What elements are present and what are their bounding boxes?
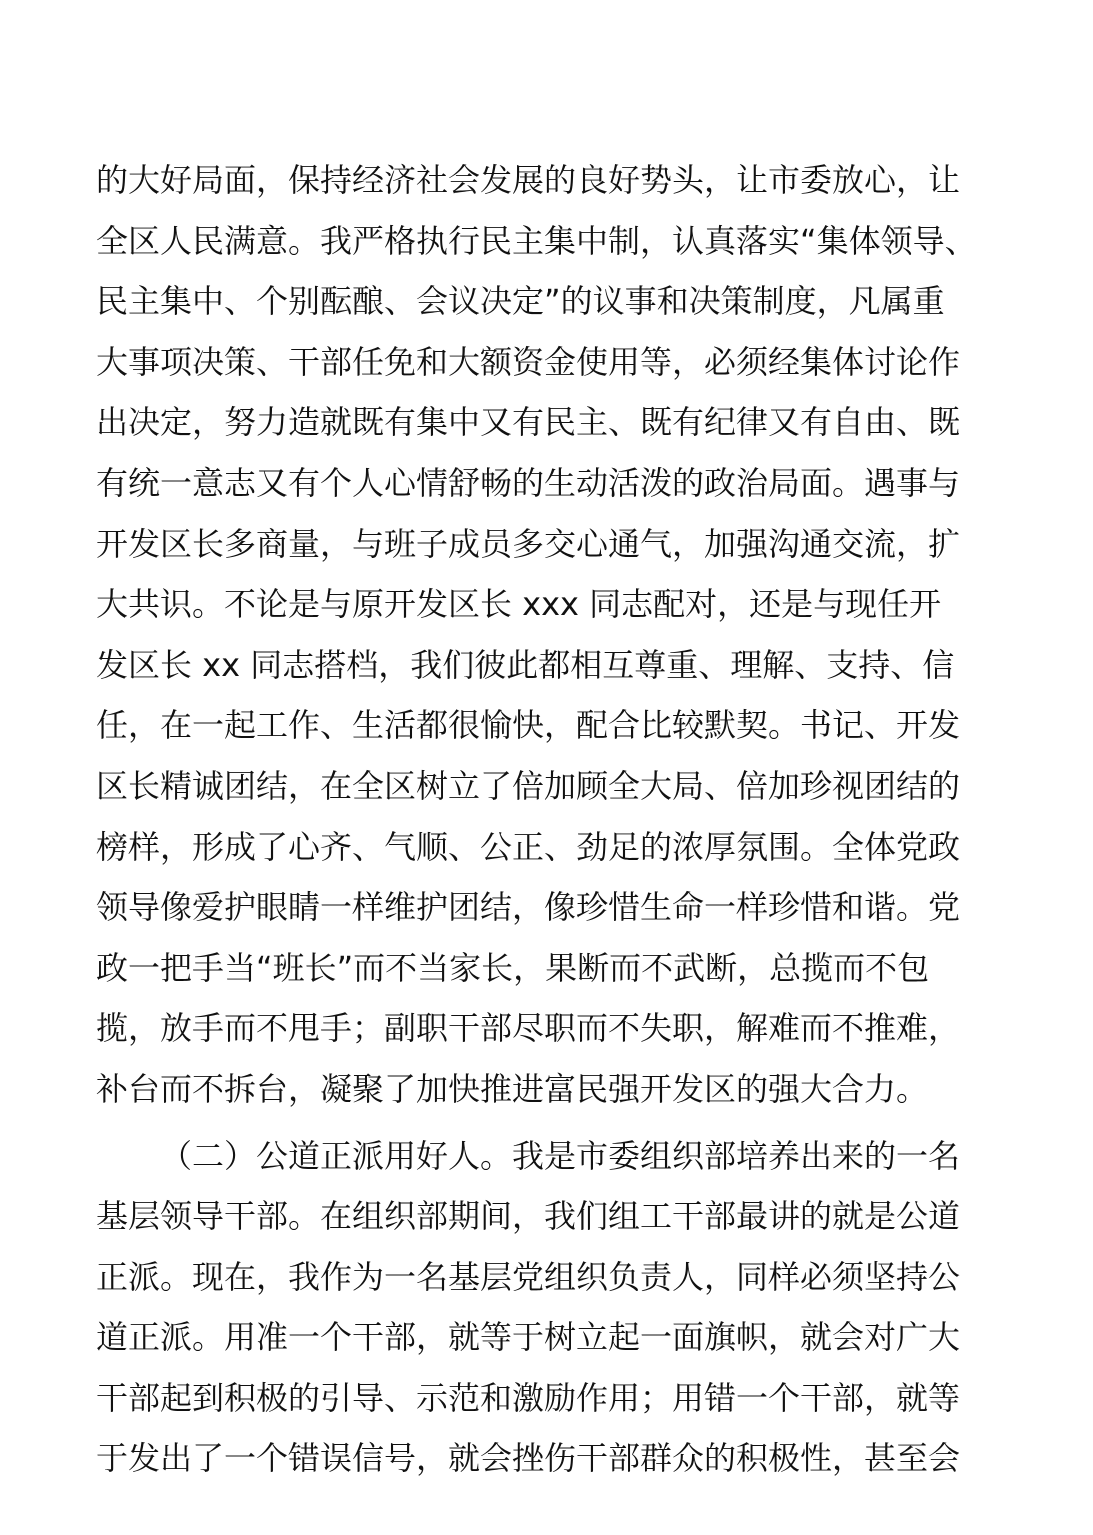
text-line: 发区长 xx 同志搭档，我们彼此都相互尊重、理解、支持、信 (96, 645, 955, 684)
text-line: 全区人民满意。我严格执行民主集中制，认真落实“集体领导、 (96, 221, 977, 260)
text-line: 任，在一起工作、生活都很愉快，配合比较默契。书记、开发 (96, 706, 961, 745)
text-line: 揽，放手而不甩手；副职干部尽职而不失职，解难而不推难， (96, 1009, 961, 1048)
paragraph-1 (96, 150, 1011, 1120)
text-line: 政一把手当“班长”而不当家长，果断而不武断，总揽而不包 (96, 948, 930, 987)
text-line: 基层领导干部。在组织部期间，我们组工干部最讲的就是公道 (96, 1197, 961, 1236)
text-line: 大事项决策、干部任免和大额资金使用等，必须经集体讨论作 (96, 342, 961, 381)
document-body (96, 150, 1011, 1489)
text-line: 领导像爱护眼睛一样维护团结，像珍惜生命一样珍惜和谐。党 (96, 888, 961, 927)
text-line: 的大好局面，保持经济社会发展的良好势头，让市委放心，让 (96, 161, 961, 199)
text-line: 有统一意志又有个人心情舒畅的生动活泼的政治局面。遇事与 (96, 463, 961, 502)
text-line: 于发出了一个错误信号，就会挫伤干部群众的积极性，甚至会 (96, 1439, 961, 1478)
paragraph-2 (96, 1126, 1011, 1490)
text-line: 大共识。不论是与原开发区长 xxx 同志配对，还是与现任开 (96, 585, 942, 624)
text-line: 正派。现在，我作为一名基层党组织负责人，同样必须坚持公 (96, 1257, 961, 1296)
text-line: 补台而不拆台，凝聚了加快推进富民强开发区的强大合力。 (96, 1069, 929, 1108)
text-line: 民主集中、个别酝酿、会议决定”的议事和决策制度，凡属重 (96, 282, 945, 321)
text-line: 道正派。用准一个干部，就等于树立起一面旗帜，就会对广大 (96, 1318, 961, 1357)
text-line: 出决定，努力造就既有集中又有民主、既有纪律又有自由、既 (96, 403, 961, 442)
text-line: 开发区长多商量，与班子成员多交心通气，加强沟通交流，扩 (96, 524, 961, 563)
text-line: 榜样，形成了心齐、气顺、公正、劲足的浓厚氛围。全体党政 (96, 827, 961, 866)
text-line: 区长精诚团结，在全区树立了倍加顾全大局、倍加珍视团结的 (96, 766, 961, 805)
text-line-indented: （二）公道正派用好人。我是市委组织部培养出来的一名 (160, 1136, 961, 1175)
text-line: 干部起到积极的引导、示范和激励作用；用错一个干部，就等 (96, 1378, 961, 1417)
